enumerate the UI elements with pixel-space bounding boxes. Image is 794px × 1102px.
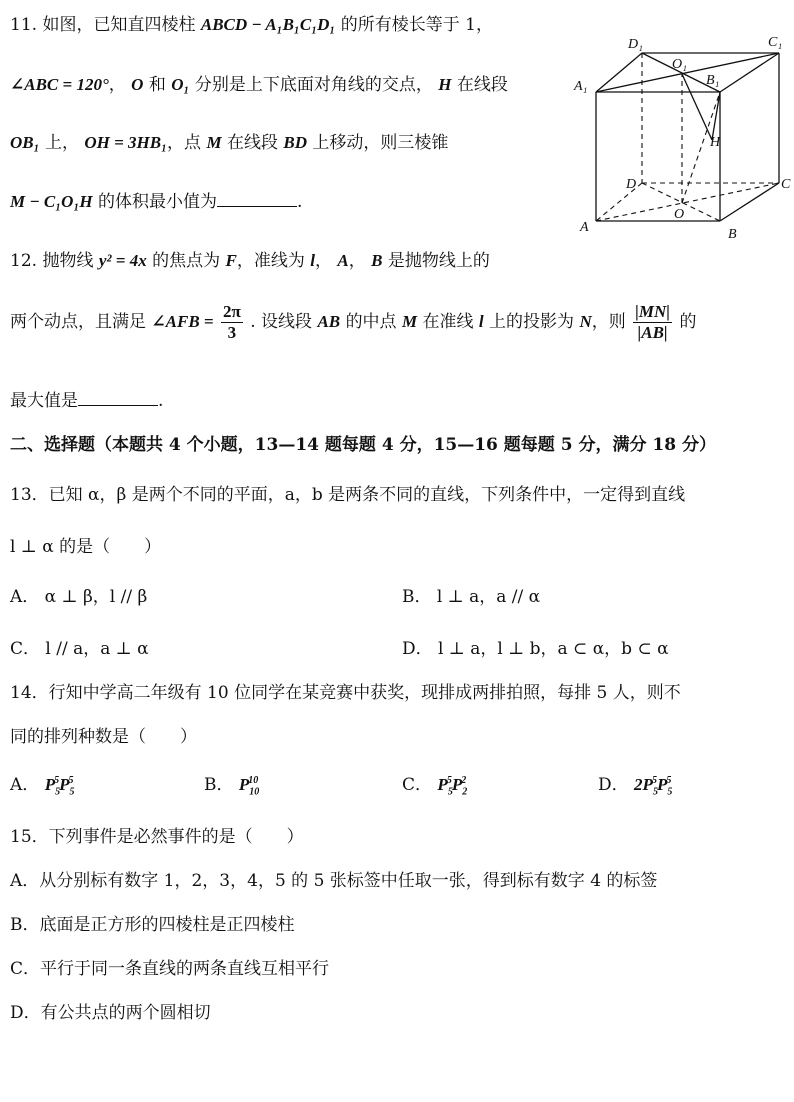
q11-line3: OB₁ 上， OH = 3HB₁，点 M 在线段 BD 上移动，则三棱锥 (10, 133, 449, 153)
q11-number: 11. (10, 15, 38, 35)
label-D: D (626, 177, 637, 192)
q12-line2: 两个动点，且满足 ∠AFB = $\frac{2\pi}{3}$ . 设线段 AB 的中点 M 在准线 l 上的投影为 N，则 $\frac{|MN|}{|AB|}$ 的 (10, 302, 697, 342)
prism-name: ABCD − A₁B₁C₁D₁ (200, 15, 336, 34)
q14-option-d[interactable]: D． $2P_5^5P_5^5$ (598, 775, 673, 798)
q14-stem-line1: 14．行知中学高二年级有 10 位同学在某竞赛中获奖，现排成两排拍照，每排 5 人，则不 (10, 683, 681, 703)
q13-option-b[interactable]: B． l ⊥ a，a // α (402, 587, 541, 607)
label-H: H (710, 135, 721, 150)
mn-ab-fraction: $\frac{|MN|}{|AB|}$ (635, 302, 671, 342)
q12-line1: 12. 抛物线 y² = 4x 的焦点为 F，准线为 l， A， B 是抛物线上的 (10, 251, 490, 271)
label-D1: D₁ (628, 37, 643, 52)
q12-line3: 最大值是 . (10, 391, 164, 411)
label-B1: B₁ (706, 73, 720, 88)
prism-figure (572, 28, 794, 248)
q15-stem: 15．下列事件是必然事件的是（ ） (10, 827, 304, 847)
q14-option-b[interactable]: B． $P_{10}^{10}$ (204, 775, 260, 798)
label-C1: C₁ (768, 35, 783, 50)
label-O: O (674, 207, 685, 222)
q13-option-c[interactable]: C． l // a，a ⊥ α (10, 639, 149, 659)
q15-option-b[interactable]: B．底面是正方形的四棱柱是正四棱柱 (10, 915, 295, 935)
label-A1: A₁ (574, 79, 588, 94)
q14-stem-line2: 同的排列种数是（ ） (10, 727, 197, 747)
angle-fraction: $\frac{2\pi}{3}$ (223, 302, 241, 342)
q14-option-a[interactable]: A． $P_5^5P_5^5$ (10, 775, 75, 798)
q13-stem-line1: 13．已知 α，β 是两个不同的平面，a，b 是两条不同的直线，下列条件中，一定得到直线 (10, 485, 686, 505)
label-O1: O₁ (672, 57, 687, 72)
q11-line4: M − C₁O₁H 的体积最小值为 . (10, 192, 303, 212)
q13-stem-line2: l ⊥ α 的是（ ） (10, 537, 162, 557)
q14-option-c[interactable]: C． $P_5^5P_2^2$ (402, 775, 468, 798)
q11-line1: 11. 如图，已知直四棱柱 ABCD − A₁B₁C₁D₁ 的所有棱长等于 1， (10, 15, 493, 35)
q15-option-d[interactable]: D．有公共点的两个圆相切 (10, 1003, 211, 1023)
q15-option-a[interactable]: A．从分别标有数字 1，2，3，4，5 的 5 张标签中任取一张，得到标有数字 4 的标签 (10, 871, 658, 891)
q13-option-d[interactable]: D． l ⊥ a，l ⊥ b，a ⊂ α，b ⊂ α (402, 639, 669, 659)
label-B: B (728, 227, 737, 242)
label-C: C (781, 177, 791, 192)
q12-number: 12. (10, 251, 38, 271)
q11-line2: ∠ABC = 120°， O 和 O₁ 分别是上下底面对角线的交点， H 在线段 (10, 75, 508, 95)
section-title: 二、选择题（本题共 4 个小题，13—14 题每题 4 分，15—16 题每题 5 分，满分 18 分） (10, 435, 716, 455)
q15-option-c[interactable]: C．平行于同一条直线的两条直线互相平行 (10, 959, 330, 979)
answer-blank[interactable] (78, 404, 158, 406)
label-A: A (580, 220, 589, 235)
answer-blank[interactable] (217, 205, 297, 207)
q13-option-a[interactable]: A． α ⊥ β，l // β (10, 587, 148, 607)
